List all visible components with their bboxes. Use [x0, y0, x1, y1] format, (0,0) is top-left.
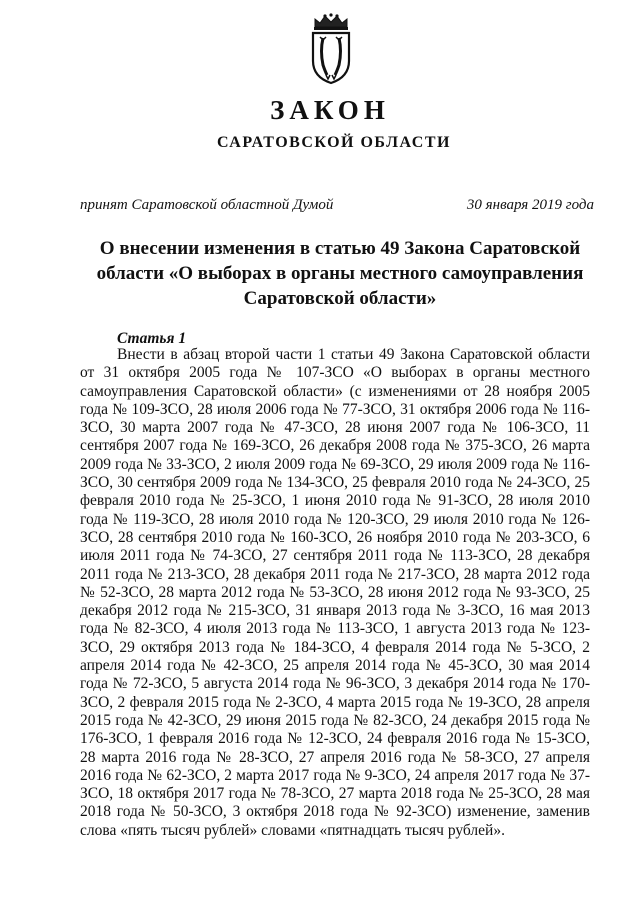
article-body: Внести в абзац второй части 1 статьи 49 Закона Саратовской области от 31 октября 2005 года № 107-ЗСО «О выборах в органы местного самоуправления Саратовской области» (с изменениями от 28 ноября 2005 года № 109-ЗСО, 28 июля 2006 года № 77-ЗСО, 31 октября 2006 года № 116-ЗСО, 30 марта 2007 года № 47-ЗСО, 28 июня 2007 года № 106-ЗСО, 11 сентября 2007 года № 169-ЗСО, 26 декабря 2008 года № 375-ЗСО, 26 марта 2009 года № 33-ЗСО, 2 июля 2009 года № 69-ЗСО, 29 июля 2009 года № 116-ЗСО, 30 сентября 2009 года № 134-ЗСО, 25 февраля 2010 года № 24-ЗСО, 25 февраля 2010 года № 25-ЗСО, 1 июня 2010 года № 91-ЗСО, 28 июля 2010 года № 119-ЗСО, 28 июля 2010 года № 120-ЗСО, 29 июля 2010 года № 126-ЗСО, 28 сентября 2010 года № 160-ЗСО, 26 ноября 2010 года № 203-ЗСО, 6 июля 2011 года № 74-ЗСО, 27 сентября 2011 года № 113-ЗСО, 28 декабря 2011 года № 213-ЗСО, 28 декабря 2011 года № 217-ЗСО, 28 марта 2012 года № 52-ЗСО, 28 марта 2012 года № 53-ЗСО, 28 июня 2012 года № 93-ЗСО, 25 декабря 2012 года № 215-ЗСО, 31 января 2013 года № 3-ЗСО, 16 мая 2013 года № 82-ЗСО, 4 июля 2013 года № 113-ЗСО, 1 августа 2013 года № 123-ЗСО, 29 октября 2013 года № 184-ЗСО, 4 февраля 2014 года № 5-ЗСО, 2 апреля 2014 года № 42-ЗСО, 25 апреля 2014 года № 45-ЗСО, 30 мая 2014 года № 72-ЗСО, 5 августа 2014 года № 96-ЗСО, 3 декабря 2014 года № 170-ЗСО, 2 февраля 2015 года № 2-ЗСО, 4 марта 2015 года № 19-ЗСО, 28 апреля 2015 года № 42-ЗСО, 29 июня 2015 года № 82-ЗСО, 24 декабря 2015 года № 176-ЗСО, 1 февраля 2016 года № 12-ЗСО, 24 февраля 2016 года № 15-ЗСО, 28 марта 2016 года № 28-ЗСО, 27 апреля 2016 года № 58-ЗСО, 27 апреля 2016 года № 62-ЗСО, 2 марта 2017 года № 9-ЗСО, 24 апреля 2017 года № 37-ЗСО, 18 октября 2017 года № 78-ЗСО, 27 марта 2018 года № 25-ЗСО, 28 мая 2018 года № 50-ЗСО, 3 октября 2018 года № 92-ЗСО) изменение, заменив слова «пять тысяч рублей» словами «пятнадцать тысяч рублей».	[80, 346, 590, 839]
article-label: Статья 1	[117, 330, 187, 347]
document-heading: О внесении изменения в статью 49 Закона Саратовской области «О выборах в органы местного самоуправления Саратовской области»	[96, 238, 584, 309]
adopted-by: принят Саратовской областной Думой	[80, 197, 334, 213]
law-region: САРАТОВСКОЙ ОБЛАСТИ	[217, 134, 451, 151]
saratov-coat-of-arms-icon	[309, 13, 353, 85]
law-title: ЗАКОН	[270, 95, 390, 125]
adopted-date: 30 января 2019 года	[466, 197, 594, 213]
